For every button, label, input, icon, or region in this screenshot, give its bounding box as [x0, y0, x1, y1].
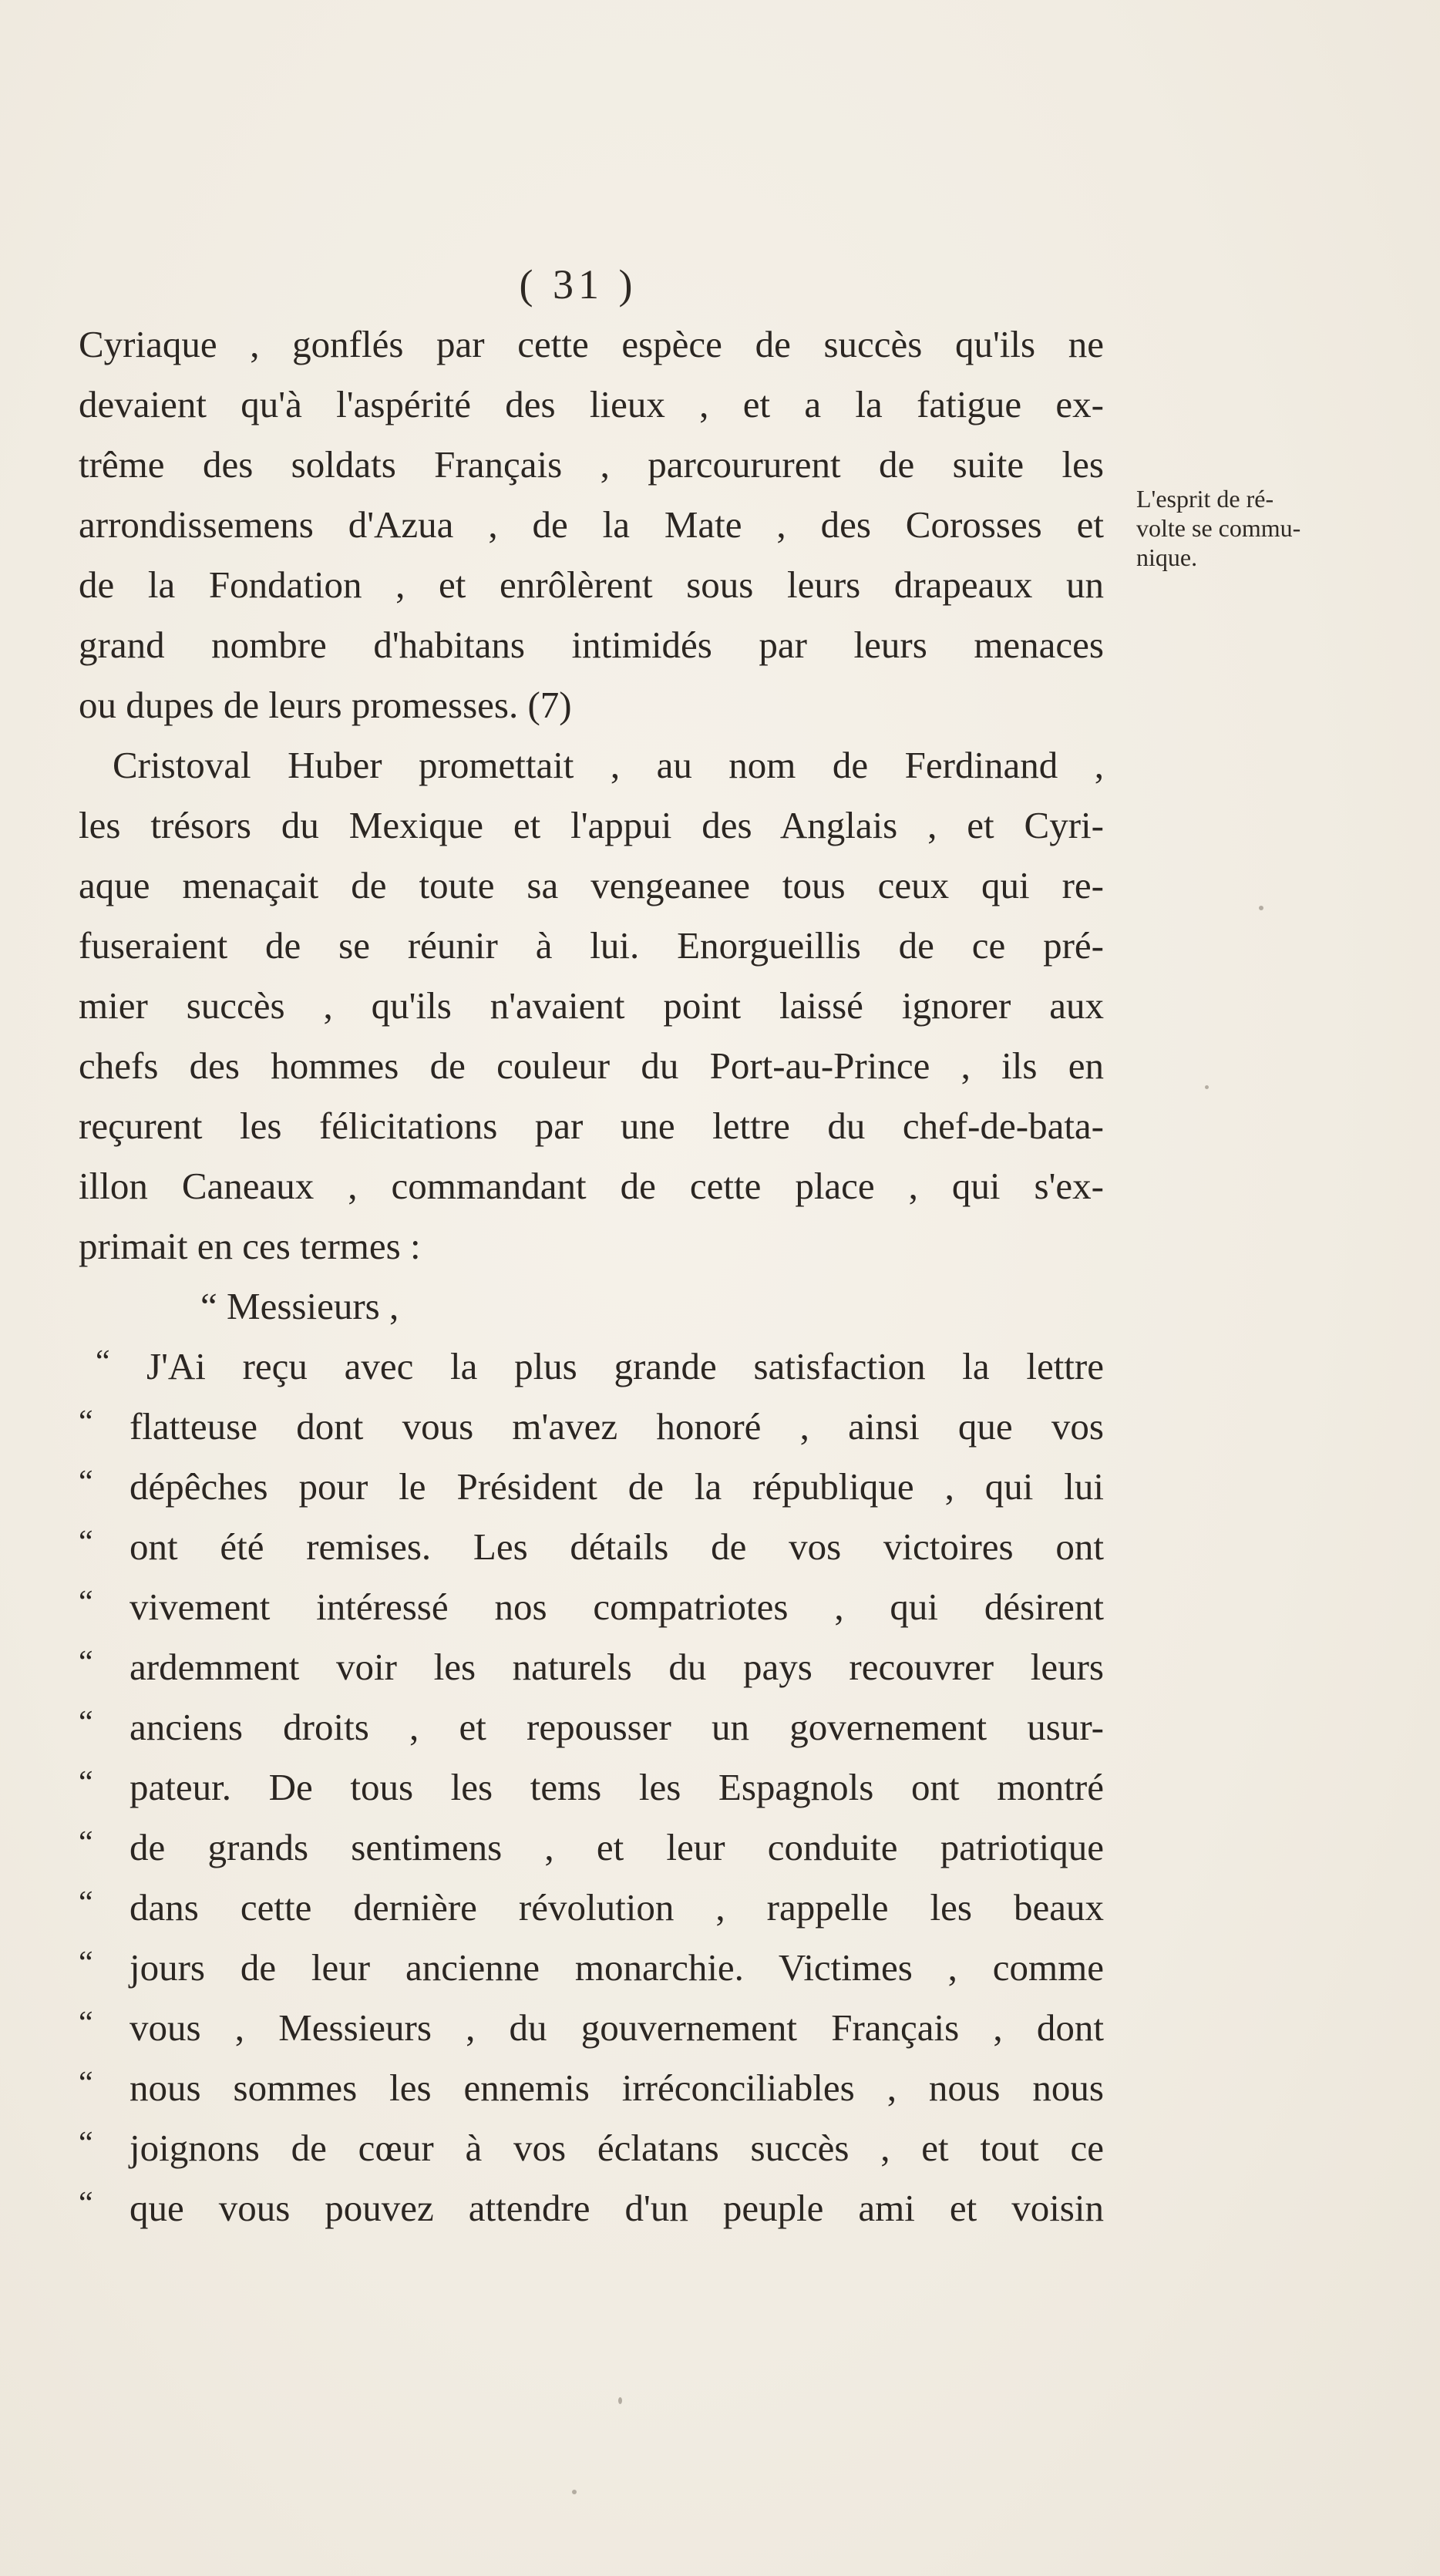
quote-mark: “ [79, 1585, 93, 1620]
quote-mark: “ [79, 2186, 93, 2221]
quote-mark: “ [79, 2006, 93, 2041]
quote-mark: “ [79, 2066, 93, 2101]
text-line: les trésors du Mexique et l'appui des Anglais , et Cyri- [79, 804, 1104, 846]
quote-mark: “ [79, 1525, 93, 1560]
text-line: ou dupes de leurs promesses. (7) [79, 684, 572, 726]
page-number: ( 31 ) [519, 261, 638, 308]
text-line: reçurent les félicitations par une lettre du chef-de-bata- [79, 1105, 1104, 1147]
quote-mark: “ [79, 1945, 93, 1981]
text-line: de la Fondation , et enrôlèrent sous leurs drapeaux un [79, 563, 1104, 606]
paper-speck [572, 2490, 577, 2494]
quote-line: “ J'Ai reçu avec la plus grande satisfaction la lettre [79, 1337, 1104, 1397]
quote-mark: “ [79, 1825, 93, 1861]
text-line: aque menaçait de toute sa vengeanee tous ceux qui re- [79, 864, 1104, 906]
quote-line: “ vous , Messieurs , du gouvernement Français , dont [79, 1998, 1104, 2058]
salutation: “ Messieurs , [200, 1285, 399, 1327]
paper-speck [618, 2397, 622, 2404]
quote-mark: “ [79, 1885, 93, 1921]
quote-line: “ ardemment voir les naturels du pays recouvrer leurs [79, 1637, 1104, 1697]
text-line: primait en ces termes : [79, 1225, 421, 1267]
quote-mark: “ [79, 2126, 93, 2161]
quote-line: “ flatteuse dont vous m'avez honoré , ainsi que vos [79, 1397, 1104, 1457]
margin-note-line: volte se commu- [1136, 514, 1301, 542]
body-text [79, 314, 1104, 2238]
quote-mark: “ [79, 1465, 93, 1500]
margin-note [1136, 484, 1398, 572]
text-line: Cristoval Huber promettait , au nom de Ferdinand , [113, 744, 1104, 786]
text-line: illon Caneaux , commandant de cette place , qui s'ex- [79, 1165, 1104, 1207]
quote-mark: “ [79, 1705, 93, 1740]
quote-line: “ dans cette dernière révolution , rappelle les beaux [79, 1878, 1104, 1938]
quote-line: “ dépêches pour le Président de la république , qui lui [79, 1457, 1104, 1517]
text-line: Cyriaque , gonflés par cette espèce de succès qu'ils ne [79, 323, 1104, 365]
text-line: mier succès , qu'ils n'avaient point laissé ignorer aux [79, 984, 1104, 1027]
margin-note-line: L'esprit de ré- [1136, 485, 1274, 513]
margin-note-line: nique. [1136, 543, 1198, 571]
quote-line: “ nous sommes les ennemis irréconciliables , nous nous [79, 2058, 1104, 2118]
paper-speck [1259, 906, 1263, 910]
quote-line: “ ont été remises. Les détails de vos victoires ont [79, 1517, 1104, 1577]
quote-line: “ jours de leur ancienne monarchie. Victimes , comme [79, 1938, 1104, 1998]
text-line: chefs des hommes de couleur du Port-au-Prince , ils en [79, 1044, 1104, 1087]
text-line: trême des soldats Français , parcoururent de suite les [79, 443, 1104, 486]
quote-line: “ vivement intéressé nos compatriotes , qui désirent [79, 1577, 1104, 1637]
paper-speck [1205, 1085, 1209, 1089]
quote-mark: “ [79, 1765, 93, 1801]
quote-line: “ pateur. De tous les tems les Espagnols ont montré [79, 1757, 1104, 1818]
quote-mark: “ [96, 1344, 110, 1380]
text-line: arrondissemens d'Azua , de la Mate , des Corosses et [79, 503, 1104, 546]
quote-line: “ que vous pouvez attendre d'un peuple ami et voisin [79, 2178, 1104, 2238]
text-line: grand nombre d'habitans intimidés par leurs menaces [79, 624, 1104, 666]
quote-line: “ joignons de cœur à vos éclatans succès , et tout ce [79, 2118, 1104, 2178]
quote-line: “ anciens droits , et repousser un governement usur- [79, 1697, 1104, 1757]
quote-mark: “ [79, 1404, 93, 1440]
text-line: fuseraient de se réunir à lui. Enorgueillis de ce pré- [79, 924, 1104, 967]
quote-mark: “ [79, 1645, 93, 1680]
text-line: devaient qu'à l'aspérité des lieux , et a la fatigue ex- [79, 383, 1104, 425]
quote-line: “ de grands sentimens , et leur conduite patriotique [79, 1818, 1104, 1878]
